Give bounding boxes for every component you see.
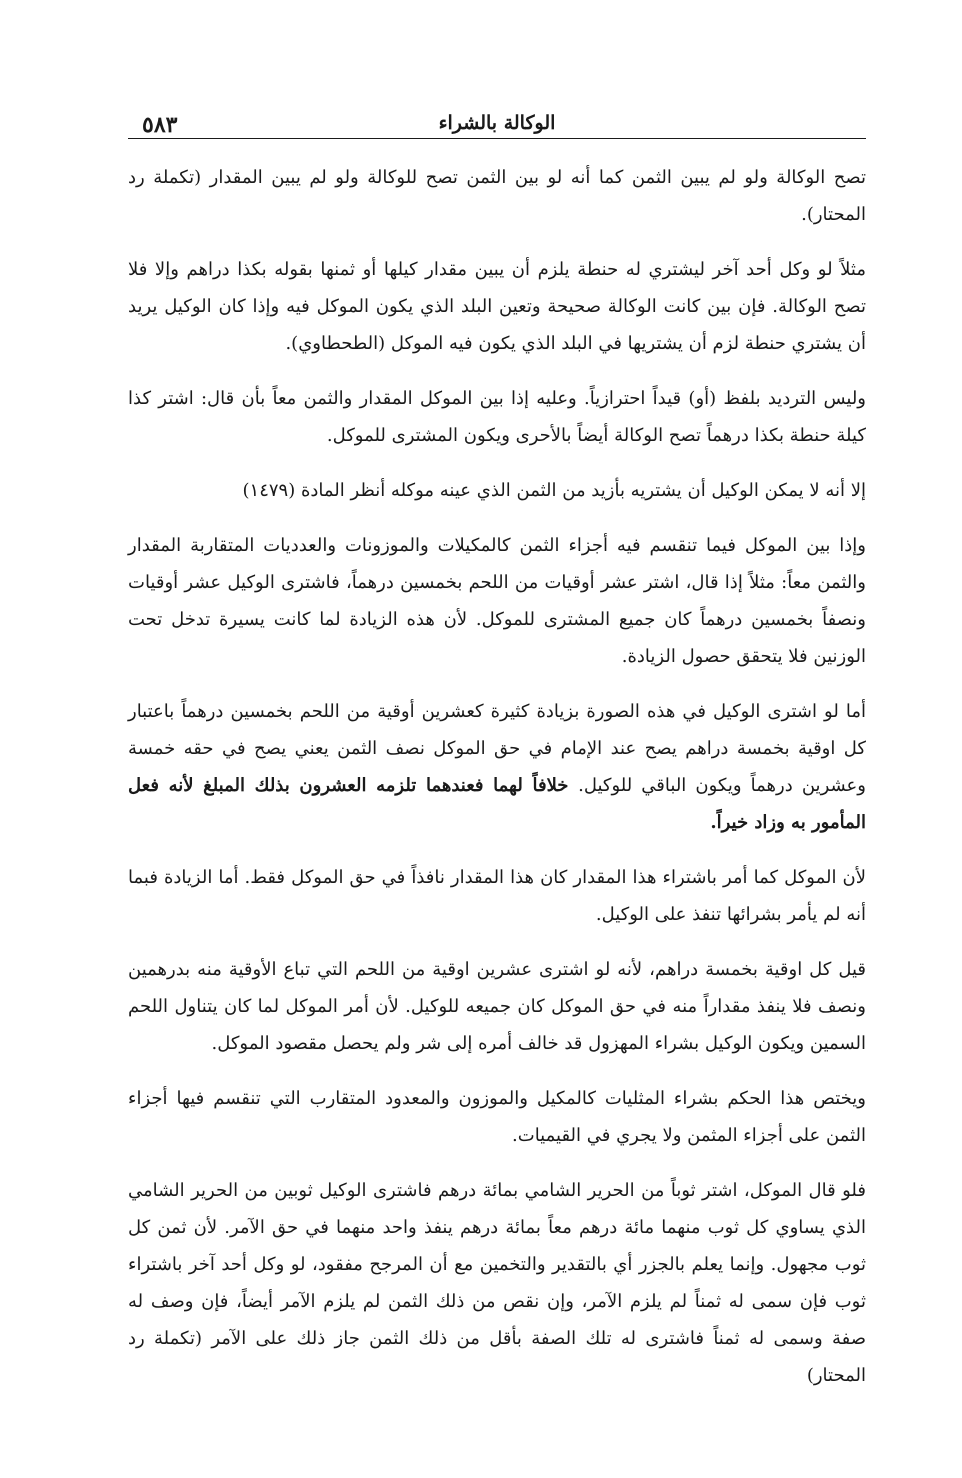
page-number: ٥٨٣: [142, 112, 178, 138]
paragraph-text: لأن الموكل كما أمر باشتراء هذا المقدار كان هذا المقدار نافذاً في حق الموكل فقط. أما الزيادة فبما أنه لم يأمر بشرائها تنفذ على الوكيل.: [128, 867, 866, 925]
paragraph-text: تصح الوكالة ولو لم يبين الثمن كما أنه لو بين الثمن تصح للوكالة ولو لم يبين المقدار (تكملة رد المحتار).: [128, 167, 866, 225]
paragraph-10: [128, 1172, 866, 1394]
paragraph-text: وليس الترديد بلفظ (أو) قيداً احترازياً. وعليه إذا بين الموكل المقدار والثمن معاً بأن قال: اشتر كذا كيلة حنطة بكذا درهماً تصح الوكالة أيضاً بالأحرى ويكون المشترى للموكل.: [128, 388, 866, 446]
paragraph-text: ويختص هذا الحكم بشراء المثليات كالمكيل والموزون والمعدود المتقارب التي تنقسم فيها أجزاء الثمن على أجزاء المثمن ولا يجري في القيميات.: [128, 1088, 866, 1146]
page-header: [128, 104, 866, 139]
paragraph-text: أما لو اشترى الوكيل في هذه الصورة بزيادة كثيرة كعشرين أوقية من اللحم بخمسين درهماً باعتبار كل اوقية بخمسة دراهم يصح عند الإمام في حق الموكل نصف الثمن يعني يصح في حقه خمسة وعشرين درهماً ويكون الباقي للوكيل.: [128, 701, 867, 796]
paragraph-text: فلو قال الموكل، اشتر ثوباً من الحرير الشامي بمائة درهم فاشترى الوكيل ثوبين من الحرير الشامي الذي يساوي كل ثوب منهما مائة درهم معاً بمائة درهم ينفذ واحد منهما في حق الآمر. لأن ثمن كل ثوب مجهول. وإنما يعلم بالجزر أي بالتقدير والتخمين مع أن المرجح مفقود، لو وكل أحد آخر باشتراء ثوب فإن سمى له ثمناً لم يلزم الآمر، وإن نقص من ذلك الثمن لم يلزم الآمر أيضاً، فإن وصف له صفة وسمى له ثمناً فاشترى له تلك الصفة بأقل من ذلك الثمن جاز ذلك على الآمر (تكملة رد المحتار): [128, 1180, 867, 1386]
paragraph-3: [128, 380, 866, 454]
body-text: [128, 159, 866, 1394]
book-page: [128, 104, 866, 1412]
paragraph-text: قيل كل اوقية بخمسة دراهم، لأنه لو اشترى عشرين اوقية من اللحم التي تباع الأوقية منه بدرهمين ونصف فلا ينفذ مقداراً منه في حق الموكل كان جميعه للوكيل. لأن أمر الموكل لما كان يتناول اللحم السمين ويكون الوكيل بشراء المهزول قد خالف أمره إلى شر ولم يحصل مقصود الموكل.: [128, 959, 866, 1054]
paragraph-5: [128, 527, 866, 675]
paragraph-bold-text: خلافاً لهما فعندهما تلزمه العشرون بذلك المبلغ لأنه فعل المأمور به وزاد خيراً.: [128, 775, 866, 833]
paragraph-1: [128, 159, 866, 233]
paragraph-text: مثلاً لو وكل أحد آخر ليشتري له حنطة يلزم أن يبين مقدار كيلها أو ثمنها بقوله بكذا دراهم وإلا فلا تصح الوكالة. فإن بين كانت الوكالة صحيحة وتعين البلد الذي يكون الموكل فيه وإذا كان الوكيل يريد أن يشتري حنطة لزم أن يشتريها في البلد الذي يكون فيه الموكل (الطحطاوي).: [128, 259, 866, 354]
paragraph-text: إلا أنه لا يمكن الوكيل أن يشتريه بأزيد من الثمن الذي عينه موكله أنظر المادة (١٤٧٩): [242, 480, 866, 501]
paragraph-7: [128, 859, 866, 933]
running-title: الوكالة بالشراء: [438, 112, 556, 134]
paragraph-9: [128, 1080, 866, 1154]
paragraph-6: [128, 693, 866, 841]
paragraph-2: [128, 251, 866, 362]
paragraph-8: [128, 951, 866, 1062]
paragraph-4: [128, 472, 866, 509]
paragraph-text: وإذا بين الموكل فيما تنقسم فيه أجزاء الثمن كالمكيلات والموزونات والعدديات المتقاربة المقدار والثمن معاً: مثلاً إذا قال، اشتر عشر أوقيات من اللحم بخمسين درهماً، فاشترى الوكيل عشر أوقيات ونصفاً بخمسين درهماً كان جميع المشترى للموكل. لأن هذه الزيادة لما كانت يسيرة تدخل تحت الوزنين فلا يتحقق حصول الزيادة.: [128, 535, 866, 667]
